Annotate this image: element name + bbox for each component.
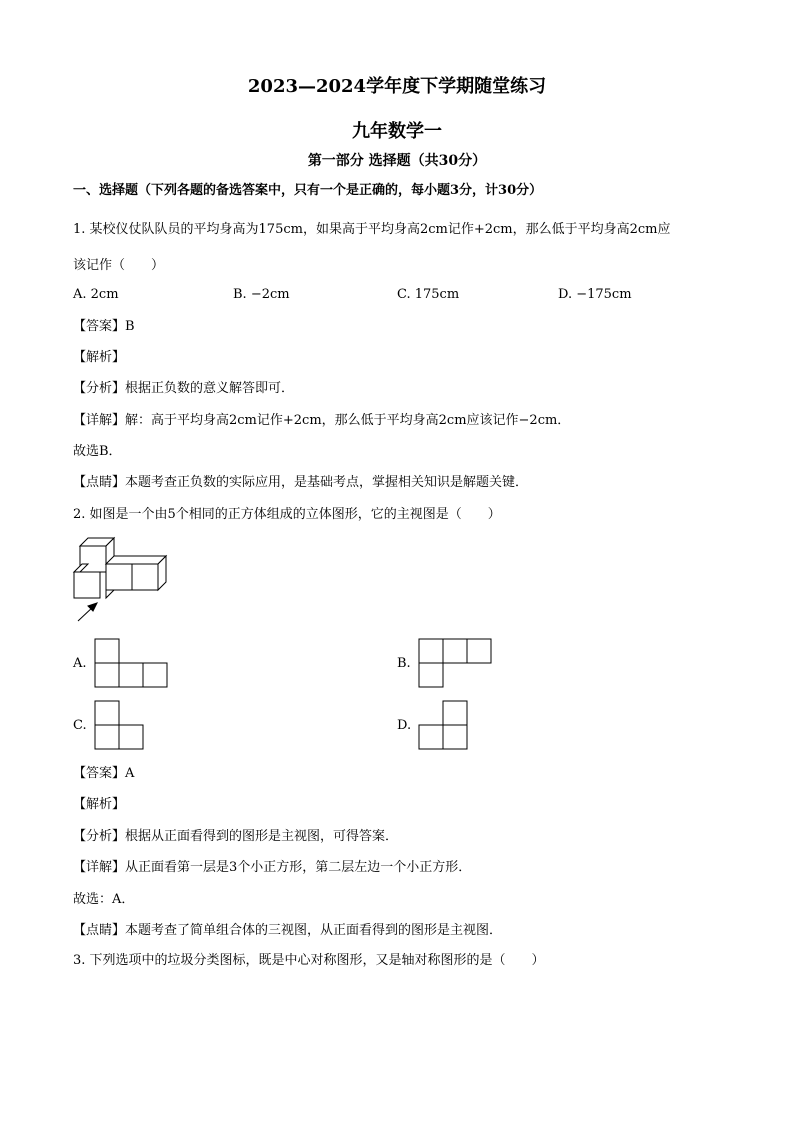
q2-option-c-figure (94, 700, 146, 752)
q1-answer: 【答案】B (73, 319, 135, 334)
q1-option-c: C. 175cm (397, 287, 460, 302)
section-heading: 一、选择题（下列各题的备选答案中，只有一个是正确的，每小题3分，计30分） (73, 183, 543, 198)
part-title: 第一部分 选择题（共30分） (307, 153, 487, 169)
q2-option-c-label: C. (73, 718, 87, 733)
q1-fenxi: 【分析】根据正负数的意义解答即可． (73, 381, 295, 396)
q1-stem-line1: 1. 某校仪仗队队员的平均身高为175cm，如果高于平均身高2cm记作+2cm，那么低于平均身高2cm应 (73, 222, 671, 237)
q2-fenxi: 【分析】根据从正面看得到的图形是主视图，可得答案． (73, 829, 399, 844)
q2-option-d-label: D. (397, 718, 412, 733)
q1-analysis: 【解析】 (73, 350, 126, 365)
q2-option-b-figure (418, 638, 494, 690)
q2-answer: 【答案】A (73, 766, 135, 781)
q3-stem: 3. 下列选项中的垃圾分类图标，既是中心对称图形，又是轴对称图形的是（ ） (73, 953, 545, 968)
q1-dianjing: 【点睛】本题考查正负数的实际应用，是基础考点，掌握相关知识是解题关键． (73, 475, 529, 490)
q2-dianjing: 【点睛】本题考查了简单组合体的三视图，从正面看得到的图形是主视图． (73, 923, 503, 938)
cube-solid-figure (70, 533, 170, 628)
q1-select: 故选B． (73, 444, 122, 459)
q2-option-a-figure (94, 638, 170, 690)
q1-option-b: B. −2cm (233, 287, 290, 302)
q1-option-a: A. 2cm (73, 287, 119, 302)
q1-option-d: D. −175cm (558, 287, 632, 302)
subject-title: 九年数学一 (352, 121, 442, 142)
q2-option-a-label: A. (73, 656, 87, 671)
q2-option-d-figure (418, 700, 470, 752)
q2-option-b-label: B. (397, 656, 411, 671)
q1-xiangjie: 【详解】解：高于平均身高2cm记作+2cm，那么低于平均身高2cm应该记作−2cm． (73, 413, 571, 428)
q2-analysis: 【解析】 (73, 797, 126, 812)
q2-stem: 2. 如图是一个由5个相同的正方体组成的立体图形，它的主视图是（ ） (73, 507, 501, 522)
page-title: 2023—2024学年度下学期随堂练习 (247, 76, 547, 97)
q2-select: 故选：A． (73, 892, 135, 907)
q1-stem-line2: 该记作（ ） (73, 258, 165, 273)
q2-xiangjie: 【详解】从正面看第一层是3个小正方形，第二层左边一个小正方形． (73, 860, 472, 875)
